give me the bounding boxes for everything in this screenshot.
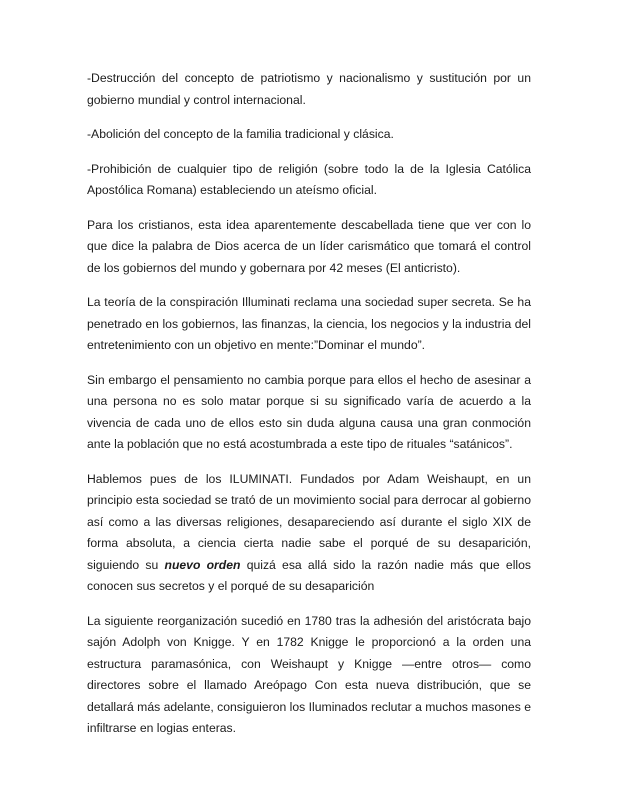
paragraph-christians: Para los cristianos, esta idea aparentemente descabellada tiene que ver con lo que dice la palabra de Dios acerca de un líder carismático que tomará el control de los gobiernos del mundo y gobernara por 42 meses (El anticristo).: [87, 217, 531, 275]
paragraph-illuminati-text-after: quizá esa allá sido la razón nadie más que ellos conocen sus secretos y el porqué de su desaparición: [87, 557, 531, 593]
paragraph-thinking: Sin embargo el pensamiento no cambia porque para ellos el hecho de asesinar a una persona no es solo matar porque si su significado varía de acuerdo a la vivencia de cada uno de ellos esto sin duda alguna causa una gran conmoción ante la población que no está acostumbrada a este tipo de rituales “satánicos”.: [87, 372, 531, 451]
paragraph-family: -Abolición del concepto de la familia tradicional y clásica.: [87, 127, 394, 141]
paragraph-religion: -Prohibición de cualquier tipo de religión (sobre todo la de la Iglesia Católica Apostólica Romana) estableciendo un ateísmo oficial.: [87, 161, 531, 197]
paragraph-reorganization: La siguiente reorganización sucedió en 1780 tras la adhesión del aristócrata bajo sajón Adolph von Knigge. Y en 1782 Knigge le proporcionó a la orden una estructura paramasónica, con Weishaupt y Knigge —entre otros— como directores sobre el llamado Areópago Con esta nueva distribución, que se detallará más adelante, consiguieron los Iluminados reclutar a muchos masones e infiltrarse en logias enteras.: [87, 613, 531, 735]
nuevo-orden-emphasis: nuevo orden: [164, 557, 241, 572]
document-body: [87, 68, 531, 753]
paragraph-conspiracy-theory: La teoría de la conspiración Illuminati reclama una sociedad super secreta. Se ha penetrado en los gobiernos, las finanzas, la ciencia, los negocios y la industria del entretenimiento con un objetivo en mente:”Dominar el mundo”.: [87, 295, 531, 352]
paragraph-patriotism: -Destrucción del concepto de patriotismo y nacionalismo y sustitución por un gobierno mundial y control internacional.: [87, 71, 531, 107]
paragraph-illuminati: [87, 469, 531, 598]
paragraph-illuminati-text-before: Hablemos pues de los ILUMINATI. Fundados por Adam Weishaupt, en un principio esta sociedad se trató de un movimiento social para derrocar al gobierno así como a las diversas religiones, desapareciendo así durante el siglo XIX de forma absoluta, a ciencia cierta nadie sabe el porqué de su desaparición, siguiendo su: [87, 471, 531, 572]
